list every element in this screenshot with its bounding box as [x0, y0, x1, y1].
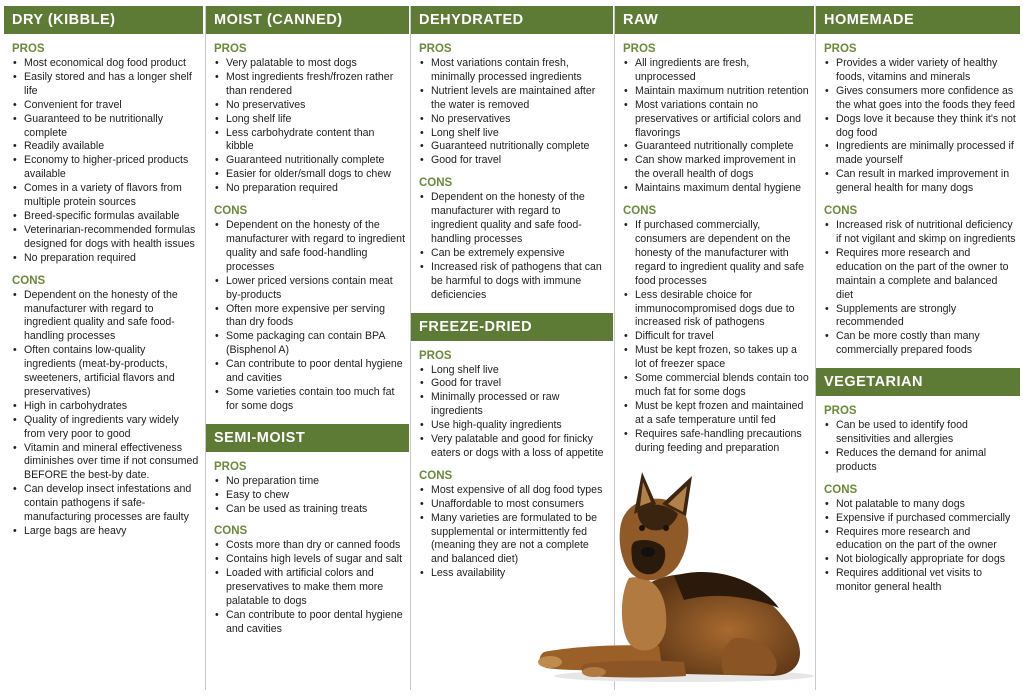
list-item: • Large bags are heavy — [12, 525, 199, 539]
cons-section — [411, 176, 613, 302]
list-item: • Long shelf live — [419, 127, 609, 141]
list-item: • Guaranteed to be nutritionally complete — [12, 113, 199, 141]
column-header: HOMEMADE — [816, 6, 1020, 34]
cons-section — [4, 274, 203, 539]
list-item: • Lower priced versions contain meat by-products — [214, 275, 405, 303]
pros-list — [824, 419, 1016, 475]
list-item: • Guaranteed nutritionally complete — [214, 154, 405, 168]
pros-label: PROS — [824, 43, 857, 55]
list-item: • Most variations contain fresh, minimally processed ingredients — [419, 57, 609, 85]
list-item: • Can be used as training treats — [214, 503, 405, 517]
cons-list — [623, 219, 810, 455]
list-item: • Veterinarian-recommended formulas designed for dogs with health issues — [12, 224, 199, 252]
list-item: • Increased risk of pathogens that can be harmful to dogs with immune deficiencies — [419, 261, 609, 303]
cons-list — [214, 539, 405, 636]
list-item: • Costs more than dry or canned foods — [214, 539, 405, 553]
list-item: • Quality of ingredients vary widely from very poor to good — [12, 414, 199, 442]
list-item: • Requires more research and education on the part of the owner to maintain a complete and balanced diet — [824, 247, 1016, 303]
list-item: • Requires additional vet visits to monitor general health — [824, 567, 1016, 595]
list-item: • Many varieties are formulated to be supplemental or intermittently fed (meaning they are not a complete and balanced diet) — [419, 512, 609, 568]
list-item: • Less availability — [419, 567, 609, 581]
list-item: • Some commercial blends contain too much fat for some dogs — [623, 372, 810, 400]
list-item: • Minimally processed or raw ingredients — [419, 391, 609, 419]
list-item: • Increased risk of nutritional deficiency if not vigilant and skimp on ingredients — [824, 219, 1016, 247]
pros-section — [206, 460, 409, 517]
list-item: • Easy to chew — [214, 489, 405, 503]
list-item: • Use high-quality ingredients — [419, 419, 609, 433]
list-item: • Often contains low-quality ingredients (meat-by-products, sweeteners, artificial flavors and preservatives) — [12, 344, 199, 400]
list-item: • Vitamin and mineral effectiveness diminishes over time if not consumed BEFORE the best-by date. — [12, 442, 199, 484]
subpanel-header: FREEZE-DRIED — [411, 313, 613, 341]
pros-label: PROS — [419, 349, 452, 362]
pros-section — [411, 42, 613, 168]
cons-label: CONS — [12, 274, 46, 287]
list-item: • Not palatable to many dogs — [824, 498, 1016, 512]
subpanel-header: SEMI-MOIST — [206, 424, 409, 452]
list-item: • Readily available — [12, 140, 199, 154]
pros-label: PROS — [824, 405, 857, 418]
list-item: • Good for travel — [419, 154, 609, 168]
list-item: • Most ingredients fresh/frozen rather than rendered — [214, 71, 405, 99]
list-item: • No preparation required — [214, 182, 405, 196]
pros-list — [623, 57, 810, 196]
list-item: • Can be more costly than many commercially prepared foods — [824, 330, 1016, 358]
pros-section — [816, 404, 1020, 475]
list-item: • Ingredients are minimally processed if made yourself — [824, 140, 1016, 168]
list-item: • Economy to higher-priced products available — [12, 154, 199, 182]
pros-section — [816, 42, 1020, 196]
list-item: • Good for travel — [419, 377, 609, 391]
cons-section — [816, 483, 1020, 595]
cons-label: CONS — [824, 205, 858, 218]
cons-section — [206, 204, 409, 414]
subpanel-semi-moist — [206, 424, 409, 637]
list-item: • Some packaging can contain BPA (Bisphenol A) — [214, 330, 405, 358]
list-item: • Some varieties contain too much fat for some dogs — [214, 386, 405, 414]
list-item: • Requires more research and education on the part of the owner — [824, 526, 1016, 554]
subpanel-header: VEGETARIAN — [816, 368, 1020, 396]
list-item: • No preservatives — [419, 113, 609, 127]
list-item: • Reduces the demand for animal products — [824, 447, 1016, 475]
pros-section — [4, 42, 203, 266]
column-moist-canned — [206, 6, 409, 690]
pros-list — [214, 57, 405, 196]
list-item: • Gives consumers more confidence as the what goes into the foods they feed — [824, 85, 1016, 113]
list-item: • Guaranteed nutritionally complete — [623, 140, 810, 154]
list-item: • Difficult for travel — [623, 330, 810, 344]
list-item: • Most expensive of all dog food types — [419, 484, 609, 498]
list-item: • Can develop insect infestations and contain pathogens if safe-manufacturing processes are faulty — [12, 483, 199, 525]
column-header: DEHYDRATED — [411, 6, 613, 34]
pros-section — [615, 42, 814, 196]
list-item: • Contains high levels of sugar and salt — [214, 553, 405, 567]
list-item: • Dependent on the honesty of the manufacturer with regard to ingredient quality and safe food-handling processes — [214, 219, 405, 275]
column-header: MOIST (CANNED) — [206, 6, 409, 34]
list-item: • Loaded with artificial colors and preservatives to make them more palatable to dogs — [214, 567, 405, 609]
list-item: • Can contribute to poor dental hygiene and cavities — [214, 609, 405, 637]
list-item: • High in carbohydrates — [12, 400, 199, 414]
list-item: • Must be kept frozen, so takes up a lot of freezer space — [623, 344, 810, 372]
list-item: • No preparation required — [12, 252, 199, 266]
pros-label: PROS — [623, 43, 656, 55]
column-dry-kibble — [4, 6, 203, 690]
list-item: • Expensive if purchased commercially — [824, 512, 1016, 526]
list-item: • Supplements are strongly recommended — [824, 303, 1016, 331]
list-item: • Nutrient levels are maintained after the water is removed — [419, 85, 609, 113]
list-item: • Easily stored and has a longer shelf life — [12, 71, 199, 99]
subpanel-vegetarian — [816, 368, 1020, 595]
cons-label: CONS — [419, 177, 453, 190]
list-item: • Easier for older/small dogs to chew — [214, 168, 405, 182]
list-item: • Long shelf life — [214, 113, 405, 127]
pros-section — [411, 349, 613, 461]
list-item: • All ingredients are fresh, unprocessed — [623, 57, 810, 85]
list-item: • Most variations contain no preservatives or artificial colors and flavorings — [623, 99, 810, 141]
cons-label: CONS — [419, 469, 453, 482]
cons-list — [12, 289, 199, 539]
cons-section — [615, 204, 814, 455]
cons-list — [824, 219, 1016, 358]
list-item: • Very palatable to most dogs — [214, 57, 405, 71]
list-item: • Most economical dog food product — [12, 57, 199, 71]
list-item: • Maintain maximum nutrition retention — [623, 85, 810, 99]
cons-section — [206, 524, 409, 636]
list-item: • If purchased commercially, consumers are dependent on the honesty of the manufacturer with regard to ingredient quality and safe food processes — [623, 219, 810, 289]
cons-list — [419, 191, 609, 302]
list-item: • Requires safe-handling precautions during feeding and preparation — [623, 428, 810, 456]
list-item: • Provides a wider variety of healthy foods, vitamins and minerals — [824, 57, 1016, 85]
list-item: • Dogs love it because they think it's not dog food — [824, 113, 1016, 141]
pros-label: PROS — [12, 43, 45, 55]
list-item: • Unaffordable to most consumers — [419, 498, 609, 512]
list-item: • Guaranteed nutritionally complete — [419, 140, 609, 154]
list-item: • Long shelf live — [419, 364, 609, 378]
pros-list — [12, 57, 199, 266]
pros-list — [214, 475, 405, 517]
cons-list — [214, 219, 405, 414]
list-item: • Comes in a variety of flavors from multiple protein sources — [12, 182, 199, 210]
list-item: • No preservatives — [214, 99, 405, 113]
list-item: • Must be kept frozen and maintained at a safe temperature until fed — [623, 400, 810, 428]
cons-label: CONS — [214, 525, 248, 538]
column-homemade — [816, 6, 1020, 690]
list-item: • Dependent on the honesty of the manufacturer with regard to ingredient quality and safe food-handling processes — [419, 191, 609, 247]
pros-section — [206, 42, 409, 196]
column-header: DRY (KIBBLE) — [4, 6, 203, 34]
pros-list — [419, 57, 609, 168]
cons-label: CONS — [824, 483, 858, 496]
list-item: • Convenient for travel — [12, 99, 199, 113]
list-item: • Less carbohydrate content than kibble — [214, 127, 405, 155]
list-item: • Can be extremely expensive — [419, 247, 609, 261]
list-item: • Often more expensive per serving than dry foods — [214, 303, 405, 331]
cons-label: CONS — [214, 205, 248, 218]
list-item: • No preparation time — [214, 475, 405, 489]
pros-label: PROS — [419, 43, 452, 55]
list-item: • Can be used to identify food sensitivities and allergies — [824, 419, 1016, 447]
list-item: • Can show marked improvement in the overall health of dogs — [623, 154, 810, 182]
list-item: • Can result in marked improvement in general health for many dogs — [824, 168, 1016, 196]
list-item: • Not biologically appropriate for dogs — [824, 553, 1016, 567]
cons-list — [824, 498, 1016, 595]
list-item: • Can contribute to poor dental hygiene and cavities — [214, 358, 405, 386]
list-item: • Less desirable choice for immunocompromised dogs due to increased risk of pathogens — [623, 289, 810, 331]
cons-label: CONS — [623, 205, 657, 218]
list-item: • Breed-specific formulas available — [12, 210, 199, 224]
list-item: • Very palatable and good for finicky eaters or dogs with a loss of appetite — [419, 433, 609, 461]
cons-section — [816, 204, 1020, 358]
pros-list — [419, 364, 609, 461]
pros-label: PROS — [214, 43, 247, 55]
list-item: • Maintains maximum dental hygiene — [623, 182, 810, 196]
german-shepherd-dog-image — [534, 468, 814, 684]
pros-list — [824, 57, 1016, 196]
column-header: RAW — [615, 6, 814, 34]
list-item: • Dependent on the honesty of the manufacturer with regard to ingredient quality and safe food-handling processes — [12, 289, 199, 345]
pros-label: PROS — [214, 460, 247, 473]
